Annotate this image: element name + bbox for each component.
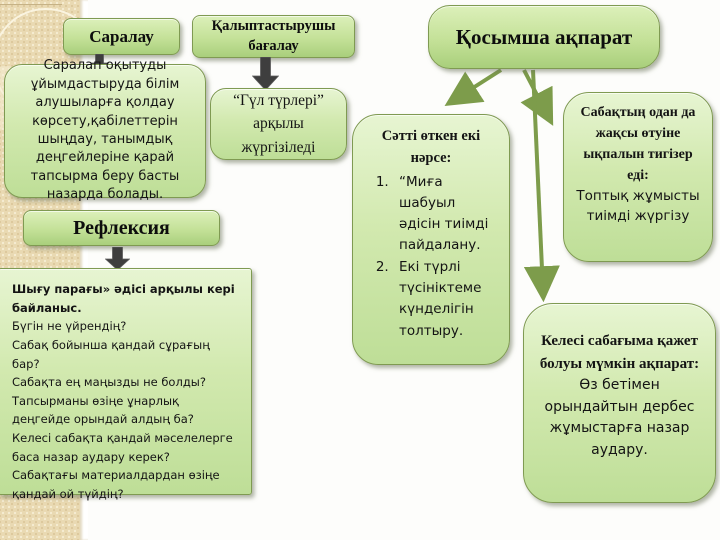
gul-text-box bbox=[210, 88, 347, 160]
kelesi-title: Келесі сабағыма қажет болуы мүмкін ақпарат: bbox=[539, 333, 700, 372]
satti-box bbox=[352, 114, 510, 365]
arrow-to-sabaqtyn bbox=[524, 70, 548, 116]
reflexia-label: Рефлексия bbox=[73, 216, 170, 239]
shygu-questions bbox=[12, 317, 238, 503]
satti-list-item: 1. “Миға шабуыл әдісін тиімді пайдалану. bbox=[393, 172, 497, 257]
satti-list bbox=[361, 172, 501, 343]
shygu-question: Сабақтағы материалдардан өзіңе қандай ой түйдің? bbox=[12, 468, 220, 501]
sabaqtyn-text: Топтық жұмысты тиімді жүргізу bbox=[576, 188, 700, 225]
shygu-question: Сабақ бойынша қандай сұрағың бар? bbox=[12, 337, 210, 371]
gul-text: “Гүл түрлері” арқылы жүргізіледі bbox=[233, 92, 324, 156]
sabaqtyn-box bbox=[563, 92, 713, 262]
arrow-to-satti bbox=[454, 70, 501, 100]
shygu-feedback-box bbox=[0, 268, 252, 501]
shygu-title: Шығу парағы» әдісі арқылы кері байланыс. bbox=[12, 282, 235, 315]
qosymsha-title-box bbox=[428, 5, 660, 69]
kalyptastyrushy-title-box bbox=[192, 15, 355, 58]
kalyptastyrushy-label: Қалыптастырушы бағалау bbox=[211, 17, 336, 54]
shygu-question: Тапсырманы өзіңе ұнарлық деңгейде орындай алдың ба? bbox=[12, 393, 194, 427]
kelesi-text: Өз бетімен орындайтын дербес жұмыстарға назар аудару. bbox=[544, 377, 695, 459]
kelesi-box bbox=[523, 303, 716, 503]
arrow-to-kelesi bbox=[533, 70, 543, 291]
strip-deco-line bbox=[0, 4, 62, 5]
saralap-text-box bbox=[4, 58, 206, 203]
saralau-label: Саралау bbox=[89, 26, 154, 46]
satti-list-item: 2. Екі түрлі түсініктеме күнделігін толтыру. bbox=[393, 257, 497, 342]
sabaqtyn-title: Сабақтың одан да жақсы өтуіне ықпалын тигізер еді: bbox=[580, 105, 696, 183]
shygu-question: Келесі сабақта қандай мәселелерге баса назар аудару керек? bbox=[12, 431, 233, 464]
satti-title: Сәтті өткен екі нәрсе: bbox=[381, 128, 481, 166]
shygu-question: Сабақта ең маңызды не болды? bbox=[12, 375, 206, 390]
saralap-text: Саралап оқытуды ұйымдастыруда білім алушыларға қолдау көрсету,қабілеттерін шыңдау, танымдық деңгейлеріне қарай тапсырма беру басты назарда болады. bbox=[30, 58, 180, 203]
shygu-question: Бүгін не үйрендің? bbox=[12, 319, 127, 334]
qosymsha-label: Қосымша ақпарат bbox=[455, 24, 633, 49]
reflexia-title-box bbox=[23, 210, 220, 246]
saralau-title-box bbox=[63, 18, 180, 55]
down-arrow-kalyptastyrushy bbox=[252, 57, 279, 91]
